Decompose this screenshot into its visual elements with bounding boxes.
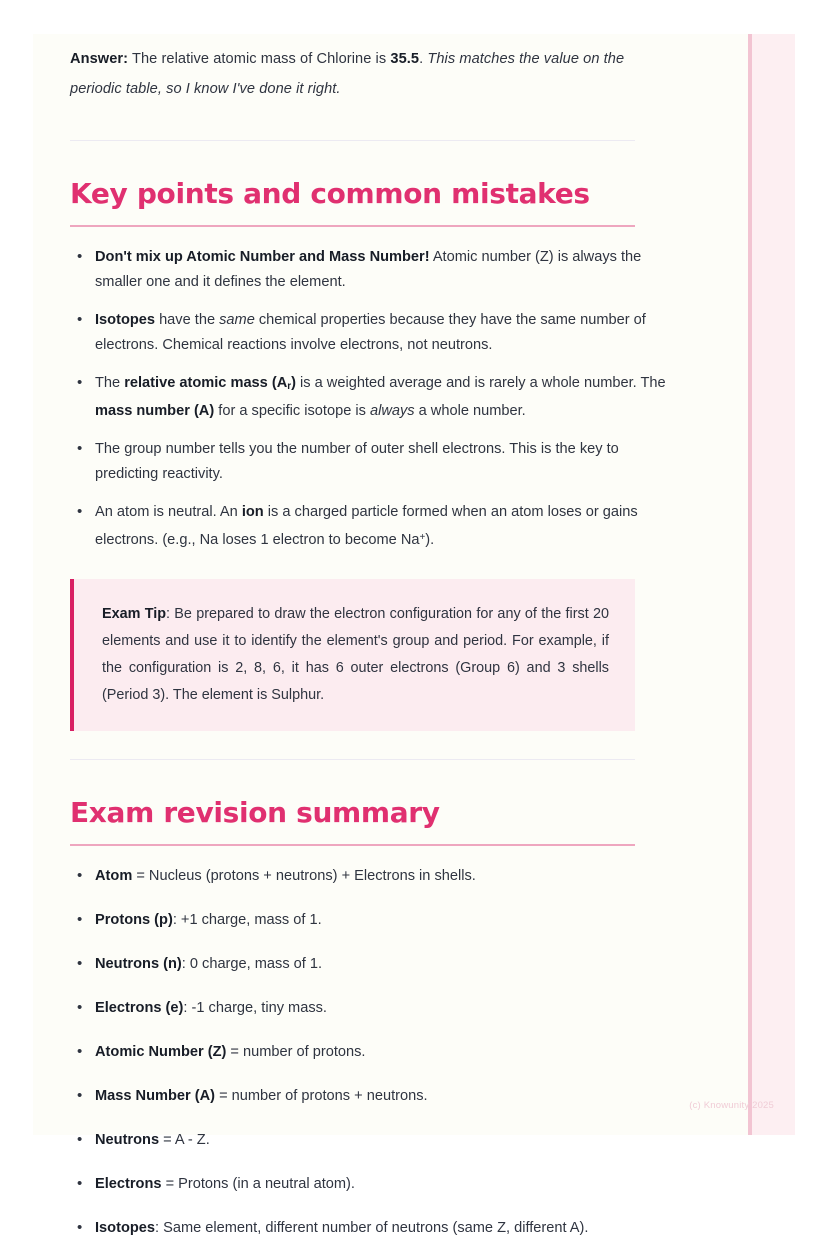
bullet-rest: = number of protons. — [226, 1044, 366, 1061]
bullet-italic: same — [219, 312, 255, 328]
answer-emphasis: This matches the value on the periodic table, so I know I've done it right. — [70, 51, 625, 97]
document-page — [33, 34, 795, 1237]
exam-tip-callout — [70, 579, 635, 731]
bullet-lead: Isotopes — [95, 312, 156, 328]
list-item — [70, 1216, 672, 1241]
answer-value: 35.5 — [390, 51, 420, 67]
bullet-term — [124, 375, 296, 391]
list-item — [70, 1084, 672, 1109]
bullet-lead: Atomic Number (Z) — [95, 1044, 227, 1061]
page-edge-strip — [748, 34, 795, 1135]
bullet-rest: = number of protons + neutrons. — [215, 1088, 428, 1105]
bullet-italic: always — [369, 403, 415, 420]
bullet-rest: = Protons (in a neutral atom). — [161, 1176, 355, 1193]
bullet-text: An atom is neutral. An — [95, 504, 242, 521]
key-points-list — [70, 245, 672, 553]
bullet-rest: : Same element, different number of neutrons (same Z, different A). — [155, 1220, 589, 1237]
bullet-rest: = Nucleus (protons + neutrons) + Electrons in shells. — [132, 868, 476, 885]
bullet-lead: Neutrons — [95, 1132, 160, 1149]
list-item — [70, 371, 672, 424]
subscript-r: r — [287, 381, 292, 393]
page-edge-strip-line — [748, 34, 752, 1135]
bullet-rest: : 0 charge, mass of 1. — [181, 956, 323, 973]
bullet-lead: Neutrons (n) — [95, 956, 182, 973]
list-item — [70, 996, 672, 1021]
bullet-text: a whole number. — [414, 403, 526, 420]
list-item — [70, 308, 672, 358]
section-rule-exam-summary — [70, 844, 635, 846]
divider-top — [70, 140, 635, 141]
bullet-rest: : +1 charge, mass of 1. — [172, 912, 322, 929]
bullet-text: The — [95, 375, 125, 391]
bullet-lead: Electrons — [95, 1176, 162, 1193]
bullet-term-close: ) — [291, 375, 296, 391]
bullet-lead: Isotopes — [95, 1220, 156, 1237]
exam-summary-list — [70, 864, 672, 1241]
bullet-lead: Protons (p) — [95, 912, 173, 929]
exam-tip-text — [102, 601, 609, 709]
exam-tip-label: Exam Tip — [102, 606, 167, 623]
bullet-text: have the — [155, 312, 220, 328]
list-item — [70, 864, 672, 889]
bullet-lead: Electrons (e) — [95, 1000, 184, 1017]
section-title-key-points: Key points and common mistakes — [70, 177, 590, 210]
list-item — [70, 1040, 672, 1065]
page-content — [70, 34, 672, 1260]
answer-block — [70, 34, 672, 104]
answer-text-before: The relative atomic mass of Chlorine is — [128, 51, 391, 67]
bullet-rest: : -1 charge, tiny mass. — [183, 1000, 327, 1017]
bullet-lead: Don't mix up Atomic Number and Mass Number! — [95, 249, 430, 265]
bullet-lead: Mass Number (A) — [95, 1088, 216, 1105]
section-rule-key-points — [70, 225, 635, 227]
bullet-text: The group number tells you the number of outer shell electrons. This is the key to predicting reactivity. — [95, 441, 619, 483]
list-item — [70, 500, 672, 553]
bullet-text: ). — [425, 532, 435, 549]
bullet-text: chemical properties because they have the same number of electrons. Chemical reactions involve electrons, not neutrons. — [95, 312, 646, 353]
bullet-term: mass number (A) — [95, 403, 215, 420]
bullet-term-text: relative atomic mass (A — [124, 375, 288, 391]
answer-label: Answer: — [70, 51, 129, 67]
list-item — [70, 245, 672, 295]
answer-text-after: . — [419, 51, 428, 67]
answer-paragraph — [70, 44, 672, 104]
list-item — [70, 1128, 672, 1153]
bullet-rest: Atomic number (Z) is always the smaller one and it defines the element. — [95, 249, 642, 290]
superscript-plus: + — [419, 532, 426, 544]
section-title-exam-summary: Exam revision summary — [70, 796, 440, 830]
list-item — [70, 952, 672, 977]
bullet-term: ion — [241, 504, 264, 521]
divider-middle — [70, 759, 635, 760]
copyright-watermark: (c) Knowunity 2025 — [689, 1100, 774, 1111]
bullet-text: is a charged particle formed when an atom loses or gains electrons. (e.g., Na loses 1 electron to become Na — [95, 504, 638, 549]
bullet-rest: = A - Z. — [159, 1132, 210, 1149]
bullet-text: for a specific isotope is — [214, 403, 370, 420]
bullet-lead: Atom — [95, 868, 133, 885]
bullet-text: is a weighted average and is rarely a whole number. The — [295, 375, 666, 391]
list-item — [70, 908, 672, 933]
exam-tip-body: : Be prepared to draw the electron configuration for any of the first 20 elements and use it to identify the element's group and period. For example, if the configuration is 2, 8, 6, it has 6 outer electrons (Group 6) and 3 shells (Period 3). The element is Sulphur. — [102, 606, 609, 704]
list-item — [70, 1172, 672, 1197]
list-item — [70, 437, 672, 487]
